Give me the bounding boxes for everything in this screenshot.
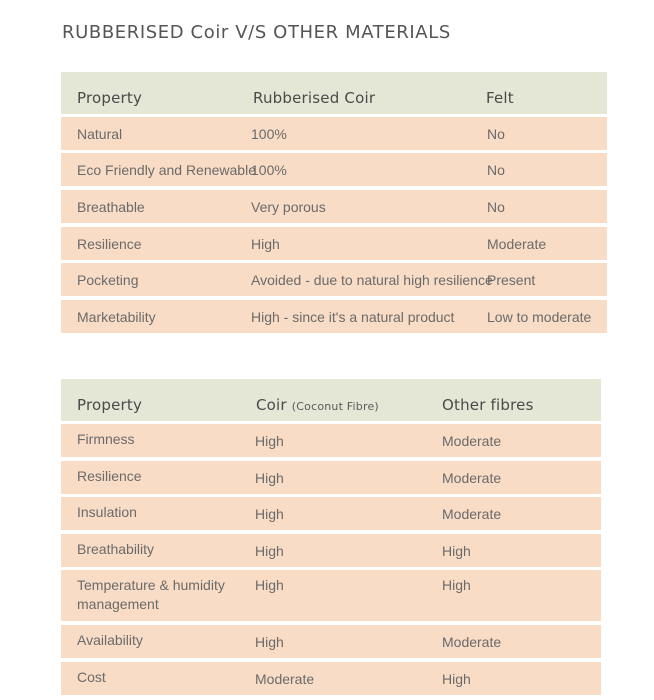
table-row	[61, 570, 601, 621]
header-coir-note: (Coconut Fibre)	[291, 400, 379, 413]
cell-rubberised-coir: 100%	[251, 162, 287, 178]
cell-other-fibres: Moderate	[442, 433, 502, 449]
cell-property: Availability	[77, 632, 143, 648]
cell-coir: Moderate	[255, 671, 315, 687]
cell-rubberised-coir: Very porous	[251, 199, 326, 215]
cell-felt: No	[487, 162, 505, 178]
cell-other-fibres: Moderate	[442, 634, 502, 650]
cell-coir: High	[255, 577, 284, 593]
cell-property: Cost	[77, 669, 106, 685]
header-coir	[256, 396, 379, 416]
cell-property: Resilience	[77, 468, 142, 484]
table-row	[61, 227, 607, 260]
cell-coir: High	[255, 634, 284, 650]
cell-property: Insulation	[77, 504, 137, 520]
cell-property: Natural	[77, 126, 123, 142]
cell-other-fibres: High	[442, 577, 471, 593]
cell-property: Pocketing	[77, 272, 139, 288]
table-row	[61, 534, 601, 567]
cell-property: Resilience	[77, 236, 142, 252]
header-felt: Felt	[486, 89, 514, 107]
cell-rubberised-coir: High	[251, 236, 280, 252]
cell-other-fibres: High	[442, 543, 471, 559]
cell-felt: No	[487, 126, 505, 142]
table-row	[61, 263, 607, 296]
table-row	[61, 625, 601, 658]
header-property: Property	[77, 89, 143, 107]
page-title: RUBBERISED Coir V/S OTHER MATERIALS	[62, 22, 451, 43]
header-rubberised-coir: Rubberised Coir	[253, 89, 376, 107]
table-row	[61, 424, 601, 457]
cell-rubberised-coir: Avoided - due to natural high resilience	[251, 272, 493, 288]
cell-property: Temperature & humidity management	[77, 577, 225, 612]
cell-felt: No	[487, 199, 505, 215]
table-row	[61, 497, 601, 530]
table-row	[61, 117, 607, 150]
header-other-fibres: Other fibres	[442, 396, 534, 414]
cell-other-fibres: High	[442, 671, 471, 687]
cell-property: Marketability	[77, 309, 156, 325]
table-header-row	[61, 72, 607, 114]
cell-coir: High	[255, 506, 284, 522]
table-row	[61, 300, 607, 333]
cell-property: Breathable	[77, 199, 145, 215]
cell-felt: Moderate	[487, 236, 547, 252]
table-header-row	[61, 379, 601, 421]
cell-coir: High	[255, 543, 284, 559]
table-row	[61, 461, 601, 494]
cell-property: Eco Friendly and Renewable	[77, 162, 256, 178]
cell-property: Breathability	[77, 541, 155, 557]
cell-coir: High	[255, 433, 284, 449]
header-property: Property	[77, 396, 143, 414]
comparison-table-felt	[61, 72, 607, 335]
table-row	[61, 153, 607, 186]
comparison-table-other-fibres	[61, 379, 601, 697]
table-row	[61, 190, 607, 223]
cell-property: Firmness	[77, 431, 135, 447]
cell-other-fibres: Moderate	[442, 506, 502, 522]
cell-rubberised-coir: High - since it's a natural product	[251, 309, 455, 325]
cell-felt: Present	[487, 272, 536, 288]
cell-felt: Low to moderate	[487, 309, 592, 325]
cell-coir: High	[255, 470, 284, 486]
table-row	[61, 662, 601, 695]
cell-other-fibres: Moderate	[442, 470, 502, 486]
cell-rubberised-coir: 100%	[251, 126, 287, 142]
header-coir-label: Coir	[256, 396, 287, 414]
